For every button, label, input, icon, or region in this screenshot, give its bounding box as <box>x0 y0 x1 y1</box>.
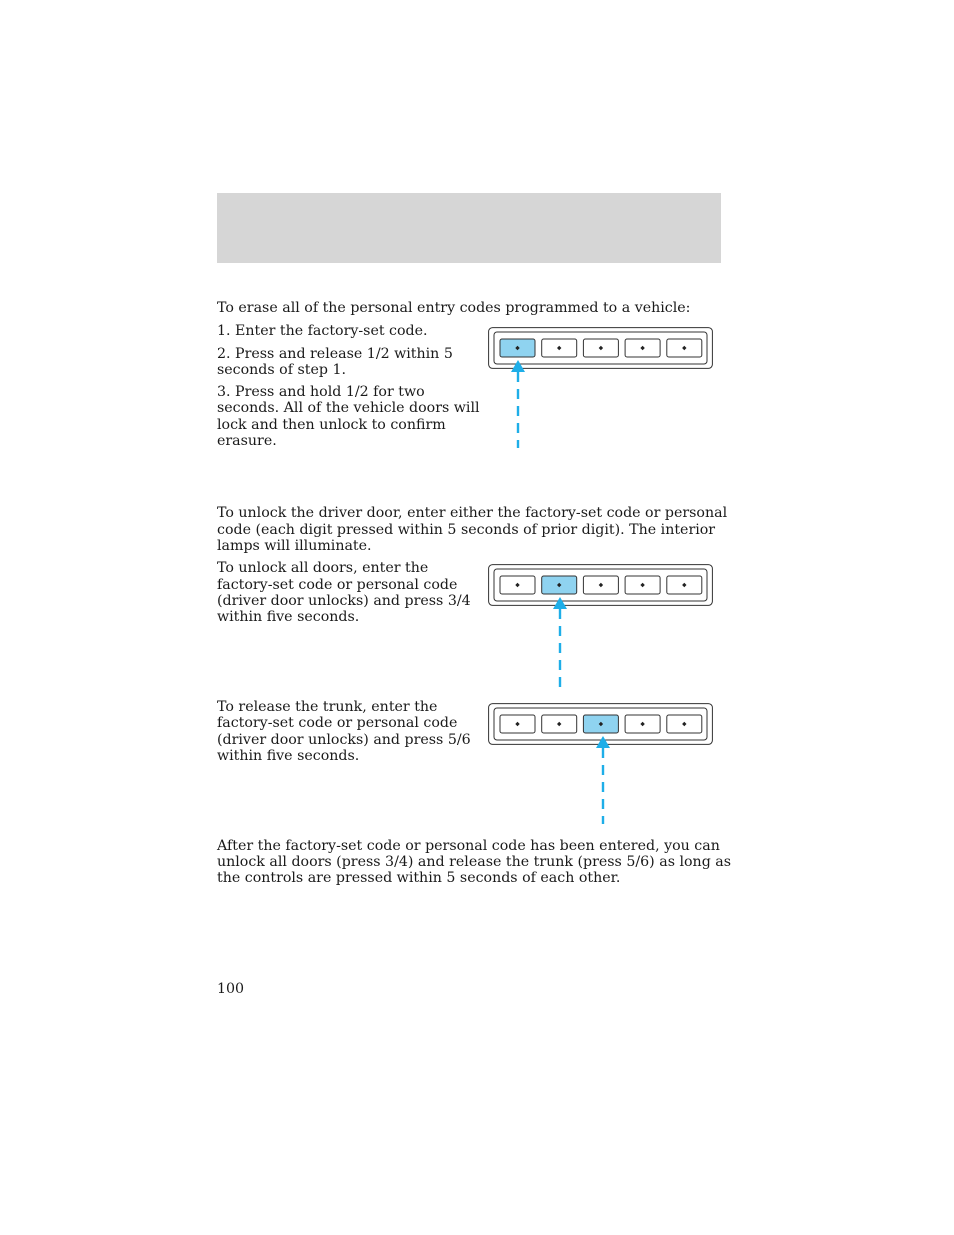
erase-intro: To erase all of the personal entry codes programmed to a vehicle: <box>217 300 691 316</box>
closing-line-1: After the factory-set code or personal code has been entered, you can <box>217 838 720 854</box>
unlock-driver-line-3: lamps will illuminate. <box>217 538 372 554</box>
page-number: 100 <box>217 981 245 997</box>
release-trunk-line-1: To release the trunk, enter the <box>217 699 438 715</box>
unlock-driver-line-1: To unlock the driver door, enter either the factory-set code or personal <box>217 505 728 521</box>
keypad-svg <box>488 564 713 606</box>
arrow-up-icon <box>552 597 568 687</box>
arrow-up-icon <box>595 736 611 824</box>
erase-step-2-line-2: seconds of step 1. <box>217 362 346 378</box>
release-trunk-line-3: (driver door unlocks) and press 5/6 <box>217 732 471 748</box>
header-band <box>217 193 721 263</box>
unlock-all-line-4: within five seconds. <box>217 609 360 625</box>
unlock-all-line-1: To unlock all doors, enter the <box>217 560 429 576</box>
arrow-up-icon <box>510 360 526 448</box>
release-trunk-line-2: factory-set code or personal code <box>217 715 458 731</box>
unlock-all-line-3: (driver door unlocks) and press 3/4 <box>217 593 471 609</box>
closing-line-2: unlock all doors (press 3/4) and release the trunk (press 5/6) as long as <box>217 854 732 870</box>
erase-step-3-line-3: lock and then unlock to confirm <box>217 417 446 433</box>
erase-step-1: 1. Enter the factory-set code. <box>217 323 428 339</box>
keypad-illustration-2 <box>488 564 713 606</box>
erase-step-3-line-1: 3. Press and hold 1/2 for two <box>217 384 425 400</box>
unlock-all-line-2: factory-set code or personal code <box>217 577 458 593</box>
erase-step-3-line-4: erasure. <box>217 433 277 449</box>
unlock-driver-line-2: code (each digit pressed within 5 seconds of prior digit). The interior <box>217 522 716 538</box>
closing-line-3: the controls are pressed within 5 seconds of each other. <box>217 870 621 886</box>
erase-step-3-line-2: seconds. All of the vehicle doors will <box>217 400 480 416</box>
erase-step-2-line-1: 2. Press and release 1/2 within 5 <box>217 346 453 362</box>
release-trunk-line-4: within five seconds. <box>217 748 360 764</box>
